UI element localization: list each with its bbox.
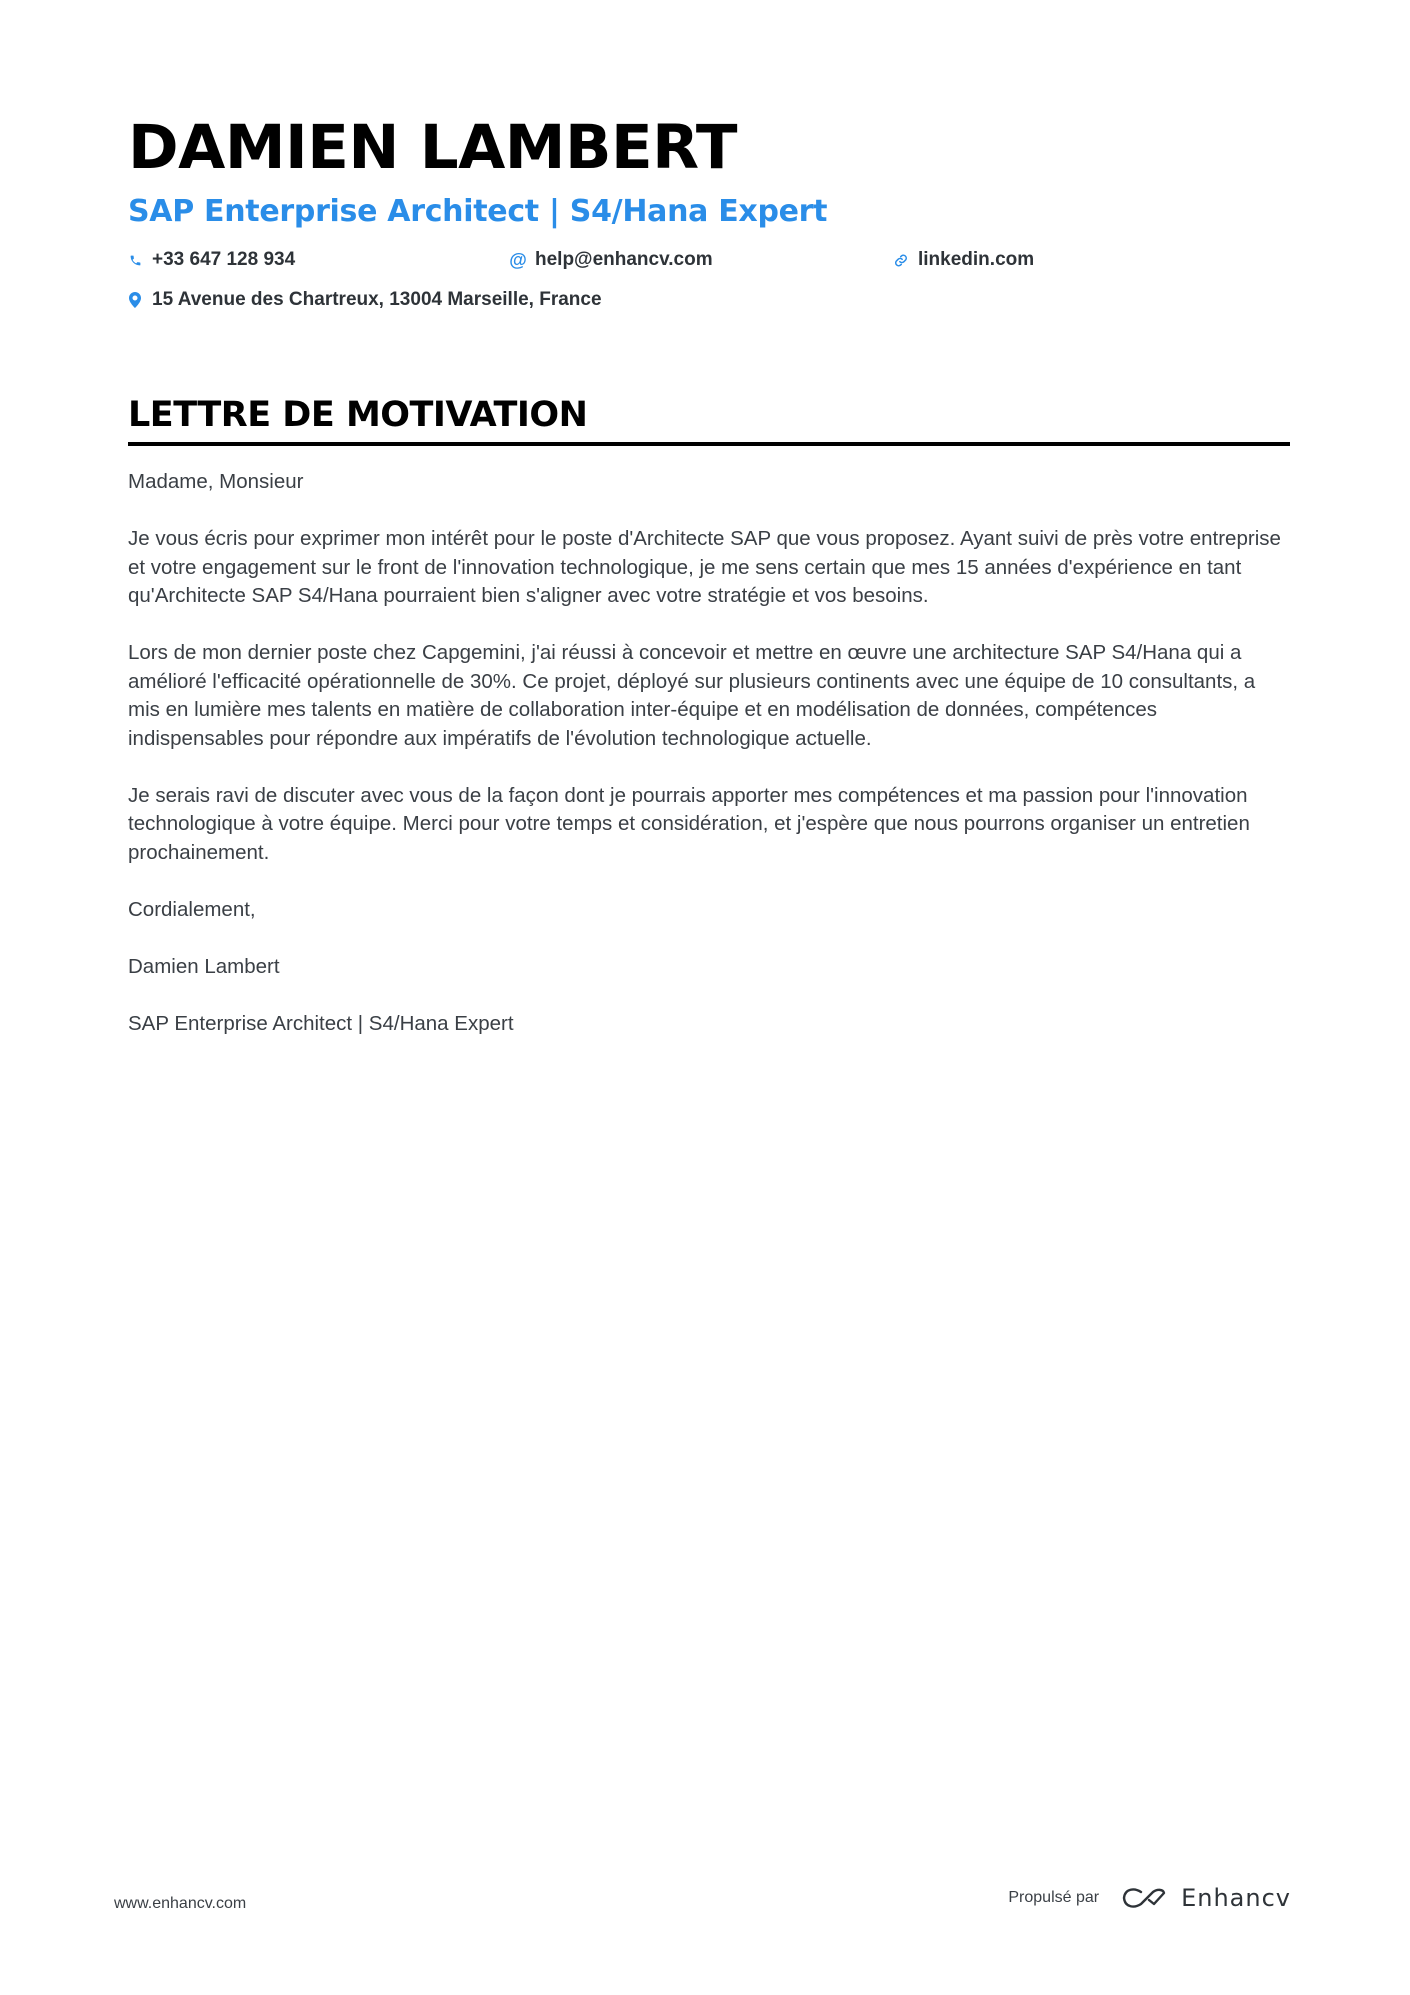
section-title: LETTRE DE MOTIVATION [128, 392, 1290, 446]
letter-paragraph: Je vous écris pour exprimer mon intérêt pour le poste d'Architecte SAP que vous proposez. Ayant suivi de près votre entreprise et votre engagement sur le front de l'innovation technologique, je me sens certain que mes 15 années d'expérience en tant qu'Architecte SAP S4/Hana pourraient bien s'aligner avec votre stratégie et vos besoins. [128, 527, 1281, 607]
address-text: 15 Avenue des Chartreux, 13004 Marseille, France [152, 289, 602, 310]
contact-address [128, 289, 602, 311]
footer-branding [1008, 1884, 1291, 1912]
enhancv-logo-icon [1121, 1886, 1167, 1910]
contact-linkedin[interactable] [894, 249, 1277, 271]
letter-body [128, 468, 1290, 1067]
contact-row [128, 246, 1290, 274]
at-icon: @ [509, 249, 527, 270]
candidate-name: DAMIEN LAMBERT [128, 112, 737, 183]
linkedin-link[interactable]: linkedin.com [918, 249, 1035, 270]
candidate-headline: SAP Enterprise Architect | S4/Hana Expert [128, 194, 828, 229]
location-pin-icon [128, 291, 142, 309]
letter-closing: Cordialement, [128, 897, 256, 921]
powered-by-text: Propulsé par [1008, 1889, 1100, 1906]
link-icon [894, 251, 908, 269]
email-link[interactable]: help@enhancv.com [535, 249, 713, 270]
letter-paragraph: Lors de mon dernier poste chez Capgemini, j'ai réussi à concevoir et mettre en œuvre une architecture SAP S4/Hana qui a amélioré l'efficacité opérationnelle de 30%. Ce projet, déployé sur plusieurs continents avec une équipe de 10 consultants, a mis en lumière mes talents en matière de collaboration inter-équipe et en modélisation de données, compétences indispensables pour répondre aux impératifs de l'évolution technologique actuelle. [128, 641, 1256, 750]
phone-text: +33 647 128 934 [152, 249, 296, 270]
contact-row-address [128, 286, 1290, 314]
contact-email[interactable] [511, 249, 894, 271]
header [128, 112, 1290, 314]
signature-title: SAP Enterprise Architect | S4/Hana Expert [128, 1011, 514, 1035]
letter-greeting: Madame, Monsieur [128, 470, 304, 493]
footer-website[interactable]: www.enhancv.com [114, 1895, 247, 1912]
phone-icon [128, 251, 142, 269]
letter-paragraph: Je serais ravi de discuter avec vous de la façon dont je pourrais apporter mes compétences et ma passion pour l'innovation technologique à votre équipe. Merci pour votre temps et considération, et j'espère que nous pourrons organiser un entretien prochainement. [128, 783, 1250, 864]
contact-phone [128, 249, 511, 271]
signature-name: Damien Lambert [128, 954, 280, 978]
brand-name: Enhancv [1181, 1884, 1291, 1912]
